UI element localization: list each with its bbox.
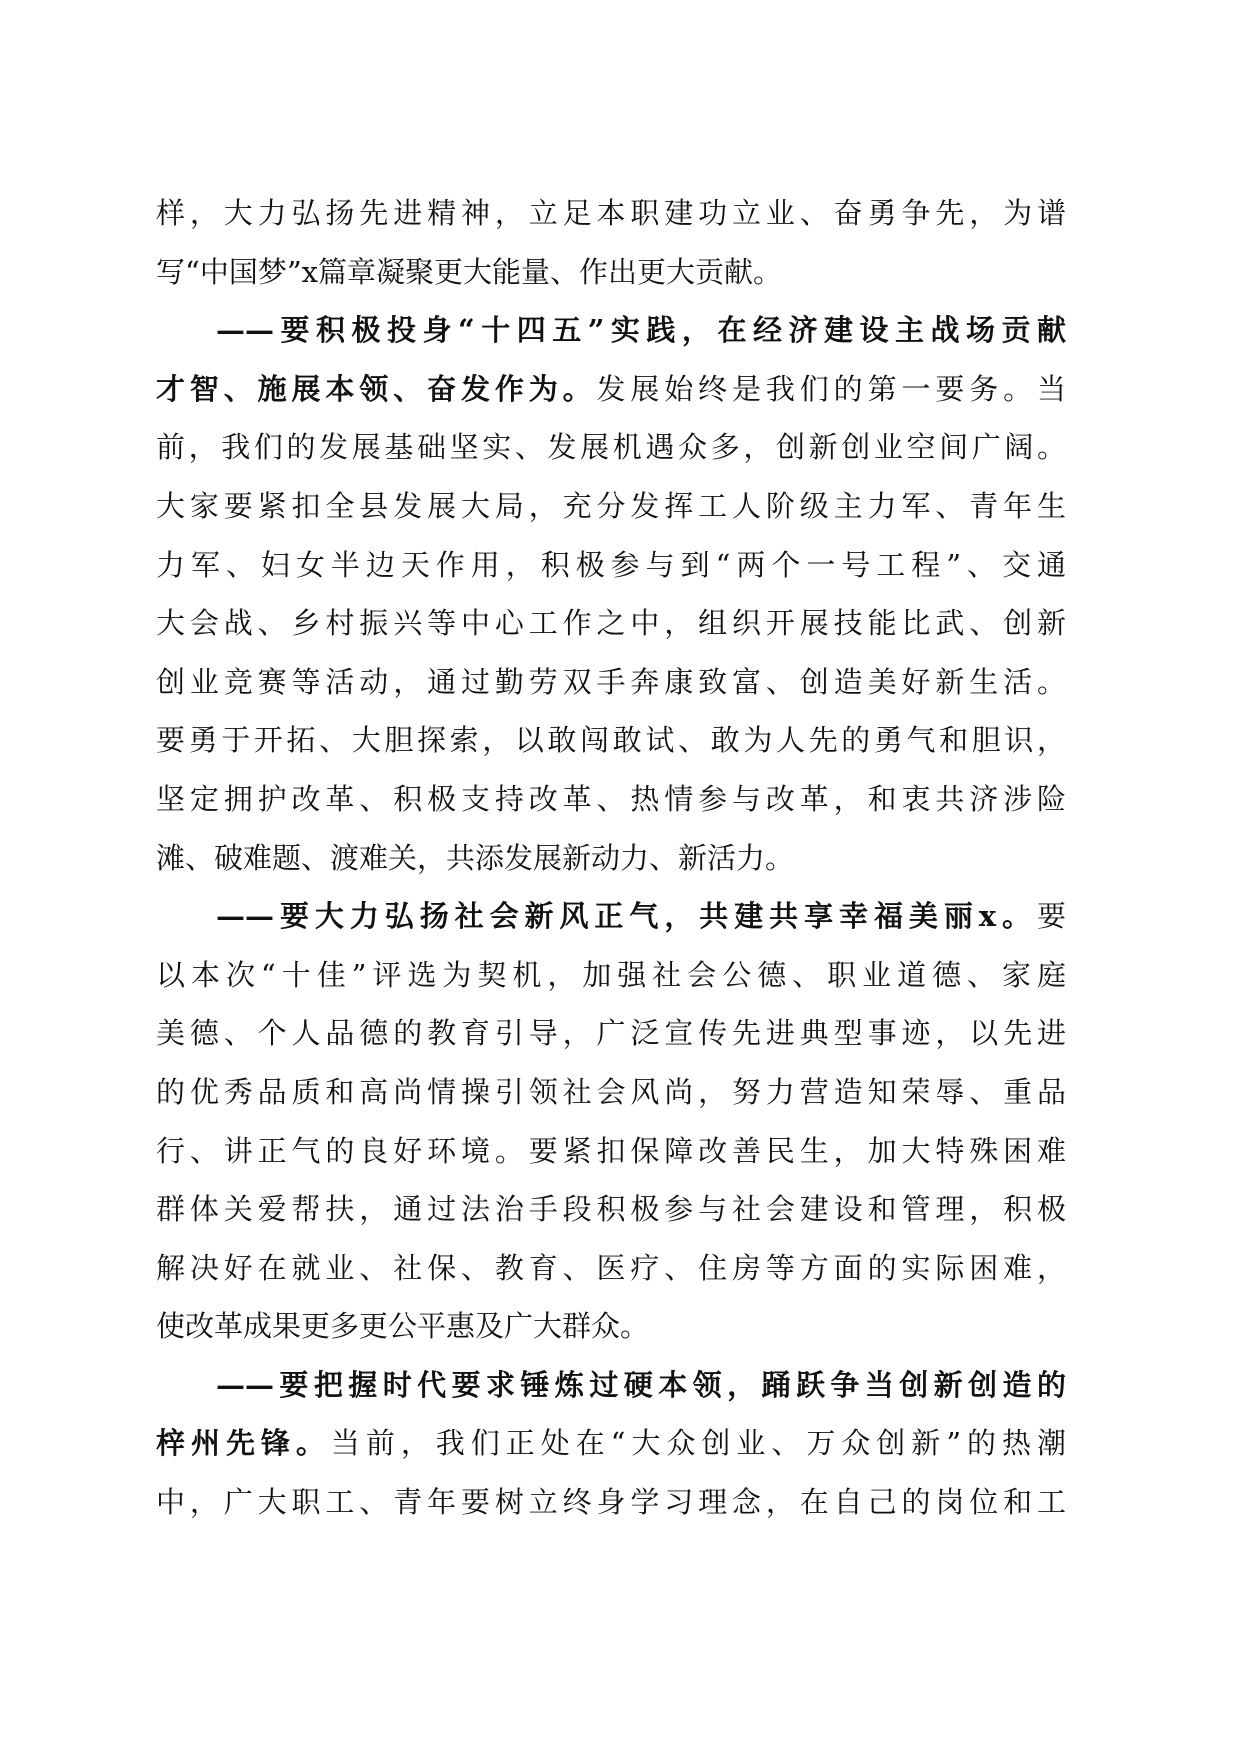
paragraph-line: 滩、破难题、渡难关，共添发展新动力、新活力。 [156,840,795,875]
paragraph-line [156,360,1066,419]
paragraph-line: 坚定拥护改革、积极支持改革、热情参与改革，和衷共济涉险 [156,781,1066,816]
paragraph-line: 大会战、乡村振兴等中心工作之中，组织开展技能比武、创新 [156,606,1066,641]
paragraph-line: 的优秀品质和高尚情操引领社会风尚，努力营造知荣辱、重品 [156,1074,1066,1109]
paragraph-line: 行、讲正气的良好环境。要紧扣保障改善民生，加大特殊困难 [156,1133,1066,1168]
paragraph-text: 发展始终是我们的第一要务。当 [596,371,1066,406]
paragraph-line: 样，大力弘扬先进精神，立足本职建功立业、奋勇争先，为谱 [156,196,1066,230]
paragraph-line: 群体关爱帮扶，通过法治手段积极参与社会建设和管理，积极 [156,1192,1066,1227]
paragraph-line: 中，广大职工、青年要树立终身学习理念，在自己的岗位和工 [156,1485,1066,1520]
paragraph-line: 前，我们的发展基础坚实、发展机遇众多，创新创业空间广阔。 [156,430,1066,465]
paragraph-line: 美德、个人品德的教育引导，广泛宣传先进典型事迹，以先进 [156,1016,1066,1051]
paragraph-line [156,887,1066,946]
paragraph-text: 当前，我们正处在“大众创业、万众创新”的热潮 [330,1426,1066,1461]
paragraph-line: 解决好在就业、社保、教育、医疗、住房等方面的实际困难， [156,1250,1066,1285]
paragraph-line: 使改革成果更多更公平惠及广大群众。 [156,1309,650,1344]
paragraph-line [156,1414,1066,1473]
paragraph-heading-text: 梓州先锋。 [156,1426,331,1461]
paragraph-line: 大家要紧扣全县发展大局，充分发挥工人阶级主力军、青年生 [156,488,1066,523]
document-body [156,184,1066,1532]
paragraph-line: 力军、妇女半边天作用，积极参与到“两个一号工程”、交通 [156,547,1066,582]
paragraph-text: 要 [1036,899,1066,934]
paragraph-line: 写“中国梦”x篇章凝聚更大能量、作出更大贡献。 [156,254,783,289]
paragraph-line: 以本次“十佳”评选为契机，加强社会公德、职业道德、家庭 [156,957,1066,992]
paragraph-line: 创业竞赛等活动，通过勤劳双手奔康致富、创造美好新生活。 [156,664,1066,699]
paragraph-heading-line: ——要把握时代要求锤炼过硬本领，踊跃争当创新创造的 [216,1367,1066,1402]
paragraph-heading-text: ——要大力弘扬社会新风正气，共建共享幸福美丽x。 [216,899,1037,934]
paragraph-line: 要勇于开拓、大胆探索，以敢闯敢试、敢为人先的勇气和胆识， [156,723,1066,758]
paragraph-heading-line: ——要积极投身“十四五”实践，在经济建设主战场贡献 [216,313,1066,348]
paragraph-heading-text: 才智、施展本领、奋发作为。 [156,371,597,406]
